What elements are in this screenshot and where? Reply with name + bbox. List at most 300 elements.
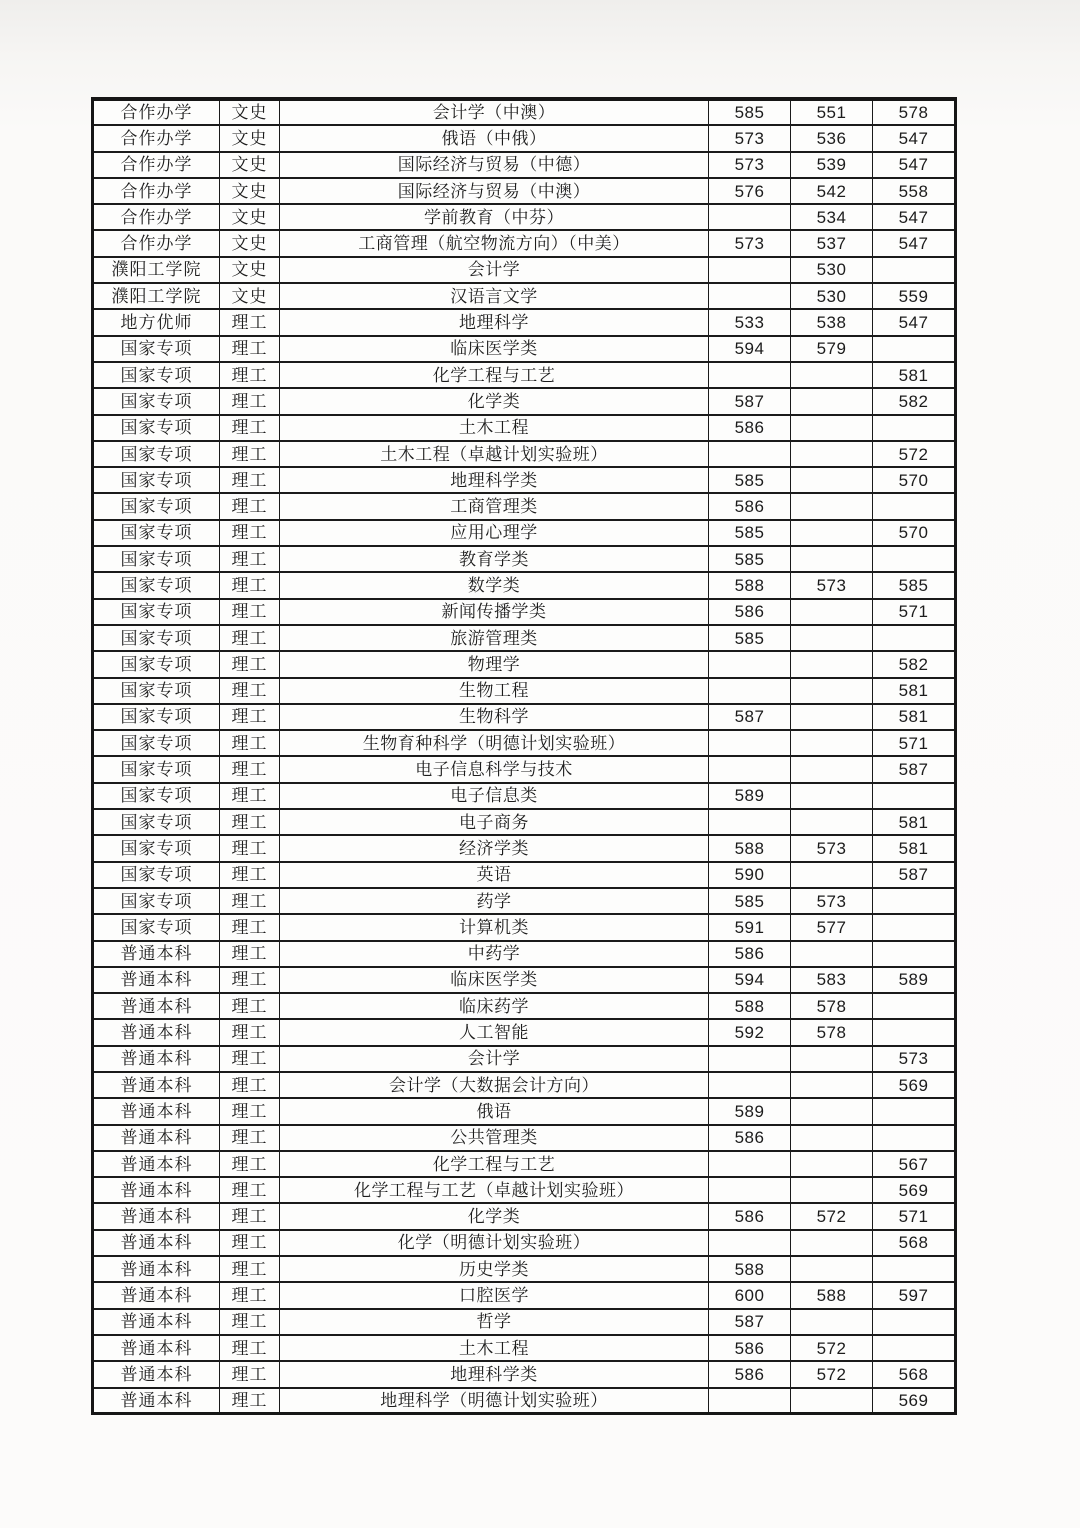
score1-cell: 594: [709, 967, 791, 993]
score1-cell: 590: [709, 862, 791, 888]
score1-cell: 585: [709, 625, 791, 651]
track-cell: 文史: [220, 152, 280, 178]
score1-cell: [709, 204, 791, 230]
score1-cell: 585: [709, 99, 791, 125]
major-cell: 计算机类: [280, 914, 709, 940]
track-cell: 理工: [220, 678, 280, 704]
table-row: [93, 704, 956, 730]
category-cell: 国家专项: [93, 388, 220, 414]
table-row: [93, 809, 956, 835]
major-cell: 临床医学类: [280, 967, 709, 993]
track-cell: 文史: [220, 204, 280, 230]
score3-cell: 587: [873, 862, 956, 888]
table-row: [93, 1019, 956, 1045]
major-cell: 应用心理学: [280, 520, 709, 546]
major-cell: 口腔医学: [280, 1282, 709, 1308]
score3-cell: [873, 1256, 956, 1282]
category-cell: 普通本科: [93, 1177, 220, 1203]
table-row: [93, 888, 956, 914]
score3-cell: 597: [873, 1282, 956, 1308]
major-cell: 中药学: [280, 941, 709, 967]
score2-cell: 573: [791, 888, 873, 914]
score3-cell: [873, 941, 956, 967]
table-row: [93, 730, 956, 756]
score2-cell: [791, 651, 873, 677]
score3-cell: 573: [873, 1046, 956, 1072]
track-cell: 理工: [220, 441, 280, 467]
major-cell: 地理科学类: [280, 1361, 709, 1387]
table-row: [93, 257, 956, 283]
category-cell: 普通本科: [93, 1388, 220, 1414]
category-cell: 国家专项: [93, 914, 220, 940]
table-row: [93, 99, 956, 125]
track-cell: 理工: [220, 388, 280, 414]
table-row: [93, 1098, 956, 1124]
table-row: [93, 1072, 956, 1098]
score2-cell: 573: [791, 835, 873, 861]
major-cell: 生物育种科学（明德计划实验班）: [280, 730, 709, 756]
track-cell: 理工: [220, 993, 280, 1019]
score3-cell: 581: [873, 678, 956, 704]
major-cell: 地理科学（明德计划实验班）: [280, 1388, 709, 1414]
category-cell: 合作办学: [93, 230, 220, 256]
table-row: [93, 1177, 956, 1203]
score2-cell: [791, 1151, 873, 1177]
score2-cell: [791, 520, 873, 546]
major-cell: 旅游管理类: [280, 625, 709, 651]
major-cell: 土木工程: [280, 1335, 709, 1361]
score2-cell: [791, 756, 873, 782]
score1-cell: 573: [709, 230, 791, 256]
table-row: [93, 125, 956, 151]
table-row: [93, 1046, 956, 1072]
track-cell: 理工: [220, 1151, 280, 1177]
score2-cell: 542: [791, 178, 873, 204]
table-row: [93, 835, 956, 861]
major-cell: 俄语（中俄）: [280, 125, 709, 151]
score2-cell: [791, 1388, 873, 1414]
score1-cell: [709, 809, 791, 835]
category-cell: 国家专项: [93, 493, 220, 519]
score2-cell: [791, 467, 873, 493]
track-cell: 理工: [220, 941, 280, 967]
track-cell: 理工: [220, 309, 280, 335]
category-cell: 国家专项: [93, 888, 220, 914]
table-row: [93, 1230, 956, 1256]
score1-cell: 586: [709, 1203, 791, 1229]
category-cell: 合作办学: [93, 178, 220, 204]
major-cell: 药学: [280, 888, 709, 914]
track-cell: 理工: [220, 756, 280, 782]
track-cell: 理工: [220, 1309, 280, 1335]
track-cell: 理工: [220, 730, 280, 756]
major-cell: 公共管理类: [280, 1125, 709, 1151]
category-cell: 普通本科: [93, 1361, 220, 1387]
score1-cell: [709, 441, 791, 467]
major-cell: 化学类: [280, 388, 709, 414]
category-cell: 国家专项: [93, 520, 220, 546]
score1-cell: 585: [709, 467, 791, 493]
track-cell: 理工: [220, 1046, 280, 1072]
track-cell: 理工: [220, 1256, 280, 1282]
score1-cell: 587: [709, 1309, 791, 1335]
category-cell: 国家专项: [93, 546, 220, 572]
category-cell: 普通本科: [93, 993, 220, 1019]
track-cell: 理工: [220, 888, 280, 914]
table-row: [93, 467, 956, 493]
table-row: [93, 546, 956, 572]
score3-cell: 570: [873, 520, 956, 546]
major-cell: 会计学: [280, 257, 709, 283]
score1-cell: 588: [709, 993, 791, 1019]
score2-cell: [791, 1046, 873, 1072]
score1-cell: [709, 756, 791, 782]
table-row: [93, 388, 956, 414]
score2-cell: [791, 704, 873, 730]
category-cell: 普通本科: [93, 1098, 220, 1124]
major-cell: 地理科学类: [280, 467, 709, 493]
major-cell: 工商管理类: [280, 493, 709, 519]
score3-cell: 547: [873, 230, 956, 256]
track-cell: 理工: [220, 783, 280, 809]
table-row: [93, 230, 956, 256]
major-cell: 化学工程与工艺（卓越计划实验班）: [280, 1177, 709, 1203]
score3-cell: 569: [873, 1177, 956, 1203]
category-cell: 国家专项: [93, 362, 220, 388]
score3-cell: [873, 1098, 956, 1124]
score1-cell: [709, 283, 791, 309]
category-cell: 国家专项: [93, 678, 220, 704]
category-cell: 国家专项: [93, 783, 220, 809]
score1-cell: [709, 1072, 791, 1098]
category-cell: 合作办学: [93, 204, 220, 230]
table-row: [93, 1151, 956, 1177]
score2-cell: [791, 415, 873, 441]
track-cell: 理工: [220, 1282, 280, 1308]
category-cell: 国家专项: [93, 441, 220, 467]
score2-cell: [791, 1230, 873, 1256]
category-cell: 普通本科: [93, 1151, 220, 1177]
track-cell: 理工: [220, 862, 280, 888]
table-row: [93, 941, 956, 967]
major-cell: 物理学: [280, 651, 709, 677]
score2-cell: 579: [791, 336, 873, 362]
score3-cell: 589: [873, 967, 956, 993]
score2-cell: 538: [791, 309, 873, 335]
score2-cell: [791, 546, 873, 572]
score3-cell: 581: [873, 704, 956, 730]
track-cell: 理工: [220, 809, 280, 835]
score1-cell: 588: [709, 835, 791, 861]
score2-cell: 572: [791, 1361, 873, 1387]
score1-cell: [709, 1388, 791, 1414]
table-row: [93, 362, 956, 388]
score3-cell: [873, 1335, 956, 1361]
category-cell: 国家专项: [93, 415, 220, 441]
score3-cell: 559: [873, 283, 956, 309]
score3-cell: 582: [873, 388, 956, 414]
major-cell: 生物科学: [280, 704, 709, 730]
score3-cell: [873, 625, 956, 651]
major-cell: 地理科学: [280, 309, 709, 335]
track-cell: 理工: [220, 914, 280, 940]
score1-cell: 585: [709, 888, 791, 914]
score3-cell: [873, 1019, 956, 1045]
major-cell: 新闻传播学类: [280, 599, 709, 625]
score2-cell: [791, 783, 873, 809]
track-cell: 理工: [220, 1125, 280, 1151]
track-cell: 文史: [220, 125, 280, 151]
major-cell: 电子信息类: [280, 783, 709, 809]
score3-cell: 547: [873, 204, 956, 230]
score1-cell: 576: [709, 178, 791, 204]
score1-cell: 586: [709, 415, 791, 441]
table-row: [93, 1203, 956, 1229]
score2-cell: 537: [791, 230, 873, 256]
category-cell: 国家专项: [93, 862, 220, 888]
major-cell: 化学类: [280, 1203, 709, 1229]
track-cell: 理工: [220, 1072, 280, 1098]
major-cell: 临床药学: [280, 993, 709, 1019]
category-cell: 濮阳工学院: [93, 283, 220, 309]
score1-cell: 587: [709, 704, 791, 730]
score1-cell: 586: [709, 1361, 791, 1387]
score1-cell: 533: [709, 309, 791, 335]
score2-cell: [791, 1098, 873, 1124]
table-row: [93, 204, 956, 230]
score3-cell: [873, 783, 956, 809]
score3-cell: 547: [873, 125, 956, 151]
score3-cell: 571: [873, 599, 956, 625]
score1-cell: 600: [709, 1282, 791, 1308]
major-cell: 英语: [280, 862, 709, 888]
major-cell: 生物工程: [280, 678, 709, 704]
category-cell: 国家专项: [93, 835, 220, 861]
table-row: [93, 1388, 956, 1414]
track-cell: 理工: [220, 546, 280, 572]
score3-cell: 582: [873, 651, 956, 677]
category-cell: 普通本科: [93, 1203, 220, 1229]
score3-cell: [873, 993, 956, 1019]
category-cell: 国家专项: [93, 756, 220, 782]
score3-cell: 581: [873, 362, 956, 388]
table-row: [93, 1125, 956, 1151]
major-cell: 汉语言文学: [280, 283, 709, 309]
score1-cell: 586: [709, 941, 791, 967]
score3-cell: [873, 1309, 956, 1335]
table-row: [93, 651, 956, 677]
track-cell: 文史: [220, 178, 280, 204]
major-cell: 土木工程: [280, 415, 709, 441]
score3-cell: [873, 415, 956, 441]
score1-cell: 589: [709, 783, 791, 809]
table-row: [93, 862, 956, 888]
score3-cell: 558: [873, 178, 956, 204]
category-cell: 国家专项: [93, 651, 220, 677]
major-cell: 经济学类: [280, 835, 709, 861]
score3-cell: [873, 257, 956, 283]
table-row: [93, 756, 956, 782]
category-cell: 普通本科: [93, 1072, 220, 1098]
score2-cell: 572: [791, 1335, 873, 1361]
score3-cell: [873, 1125, 956, 1151]
category-cell: 国家专项: [93, 599, 220, 625]
score3-cell: 569: [873, 1388, 956, 1414]
track-cell: 理工: [220, 467, 280, 493]
track-cell: 理工: [220, 651, 280, 677]
track-cell: 理工: [220, 1388, 280, 1414]
score2-cell: [791, 441, 873, 467]
major-cell: 化学（明德计划实验班）: [280, 1230, 709, 1256]
score1-cell: 592: [709, 1019, 791, 1045]
score3-cell: 569: [873, 1072, 956, 1098]
score2-cell: [791, 730, 873, 756]
category-cell: 普通本科: [93, 1230, 220, 1256]
category-cell: 普通本科: [93, 1282, 220, 1308]
category-cell: 国家专项: [93, 467, 220, 493]
score1-cell: 586: [709, 599, 791, 625]
table-row: [93, 625, 956, 651]
track-cell: 文史: [220, 230, 280, 256]
major-cell: 教育学类: [280, 546, 709, 572]
score2-cell: 573: [791, 572, 873, 598]
category-cell: 国家专项: [93, 625, 220, 651]
score3-cell: 581: [873, 835, 956, 861]
score1-cell: 588: [709, 572, 791, 598]
score3-cell: [873, 336, 956, 362]
category-cell: 地方优师: [93, 309, 220, 335]
track-cell: 理工: [220, 1177, 280, 1203]
category-cell: 普通本科: [93, 941, 220, 967]
track-cell: 理工: [220, 1335, 280, 1361]
score3-cell: 571: [873, 730, 956, 756]
score3-cell: [873, 493, 956, 519]
score3-cell: 568: [873, 1361, 956, 1387]
score3-cell: 572: [873, 441, 956, 467]
track-cell: 文史: [220, 283, 280, 309]
score2-cell: 536: [791, 125, 873, 151]
score1-cell: [709, 1151, 791, 1177]
category-cell: 国家专项: [93, 704, 220, 730]
score2-cell: [791, 1072, 873, 1098]
score1-cell: [709, 257, 791, 283]
score2-cell: [791, 1177, 873, 1203]
category-cell: 合作办学: [93, 125, 220, 151]
track-cell: 理工: [220, 1098, 280, 1124]
track-cell: 理工: [220, 520, 280, 546]
score1-cell: 587: [709, 388, 791, 414]
score1-cell: 585: [709, 546, 791, 572]
score2-cell: 530: [791, 257, 873, 283]
table-row: [93, 441, 956, 467]
score2-cell: [791, 388, 873, 414]
score2-cell: [791, 678, 873, 704]
major-cell: 化学工程与工艺: [280, 362, 709, 388]
major-cell: 国际经济与贸易（中澳）: [280, 178, 709, 204]
score1-cell: 594: [709, 336, 791, 362]
track-cell: 文史: [220, 99, 280, 125]
table-row: [93, 1309, 956, 1335]
score3-cell: 571: [873, 1203, 956, 1229]
table-row: [93, 783, 956, 809]
track-cell: 理工: [220, 362, 280, 388]
score2-cell: 588: [791, 1282, 873, 1308]
table-body: [93, 99, 956, 1414]
table-row: [93, 283, 956, 309]
major-cell: 历史学类: [280, 1256, 709, 1282]
major-cell: 土木工程（卓越计划实验班）: [280, 441, 709, 467]
major-cell: 电子商务: [280, 809, 709, 835]
score3-cell: 581: [873, 809, 956, 835]
score1-cell: [709, 1230, 791, 1256]
table-row: [93, 520, 956, 546]
score2-cell: [791, 1256, 873, 1282]
score1-cell: 573: [709, 125, 791, 151]
table-row: [93, 309, 956, 335]
score2-cell: 539: [791, 152, 873, 178]
major-cell: 电子信息科学与技术: [280, 756, 709, 782]
category-cell: 普通本科: [93, 1309, 220, 1335]
score3-cell: 587: [873, 756, 956, 782]
category-cell: 普通本科: [93, 1046, 220, 1072]
category-cell: 合作办学: [93, 152, 220, 178]
table-row: [93, 678, 956, 704]
table-row: [93, 1361, 956, 1387]
score3-cell: 585: [873, 572, 956, 598]
major-cell: 工商管理（航空物流方向）（中美）: [280, 230, 709, 256]
track-cell: 理工: [220, 572, 280, 598]
score2-cell: [791, 599, 873, 625]
score2-cell: [791, 493, 873, 519]
table-row: [93, 1256, 956, 1282]
score1-cell: 586: [709, 493, 791, 519]
table-row: [93, 415, 956, 441]
category-cell: 国家专项: [93, 730, 220, 756]
track-cell: 理工: [220, 704, 280, 730]
table-row: [93, 967, 956, 993]
category-cell: 合作办学: [93, 99, 220, 125]
table-row: [93, 1335, 956, 1361]
category-cell: 普通本科: [93, 967, 220, 993]
track-cell: 文史: [220, 257, 280, 283]
score2-cell: [791, 941, 873, 967]
major-cell: 临床医学类: [280, 336, 709, 362]
track-cell: 理工: [220, 967, 280, 993]
track-cell: 理工: [220, 1230, 280, 1256]
major-cell: 会计学: [280, 1046, 709, 1072]
table-row: [93, 599, 956, 625]
track-cell: 理工: [220, 1203, 280, 1229]
major-cell: 会计学（中澳）: [280, 99, 709, 125]
table-row: [93, 178, 956, 204]
score2-cell: 583: [791, 967, 873, 993]
score3-cell: 547: [873, 309, 956, 335]
table-row: [93, 572, 956, 598]
score2-cell: 572: [791, 1203, 873, 1229]
score3-cell: [873, 546, 956, 572]
score1-cell: [709, 730, 791, 756]
major-cell: 化学工程与工艺: [280, 1151, 709, 1177]
score1-cell: [709, 362, 791, 388]
score2-cell: 578: [791, 1019, 873, 1045]
category-cell: 濮阳工学院: [93, 257, 220, 283]
score2-cell: 577: [791, 914, 873, 940]
major-cell: 俄语: [280, 1098, 709, 1124]
score3-cell: [873, 914, 956, 940]
score2-cell: 551: [791, 99, 873, 125]
score3-cell: 570: [873, 467, 956, 493]
table-row: [93, 993, 956, 1019]
